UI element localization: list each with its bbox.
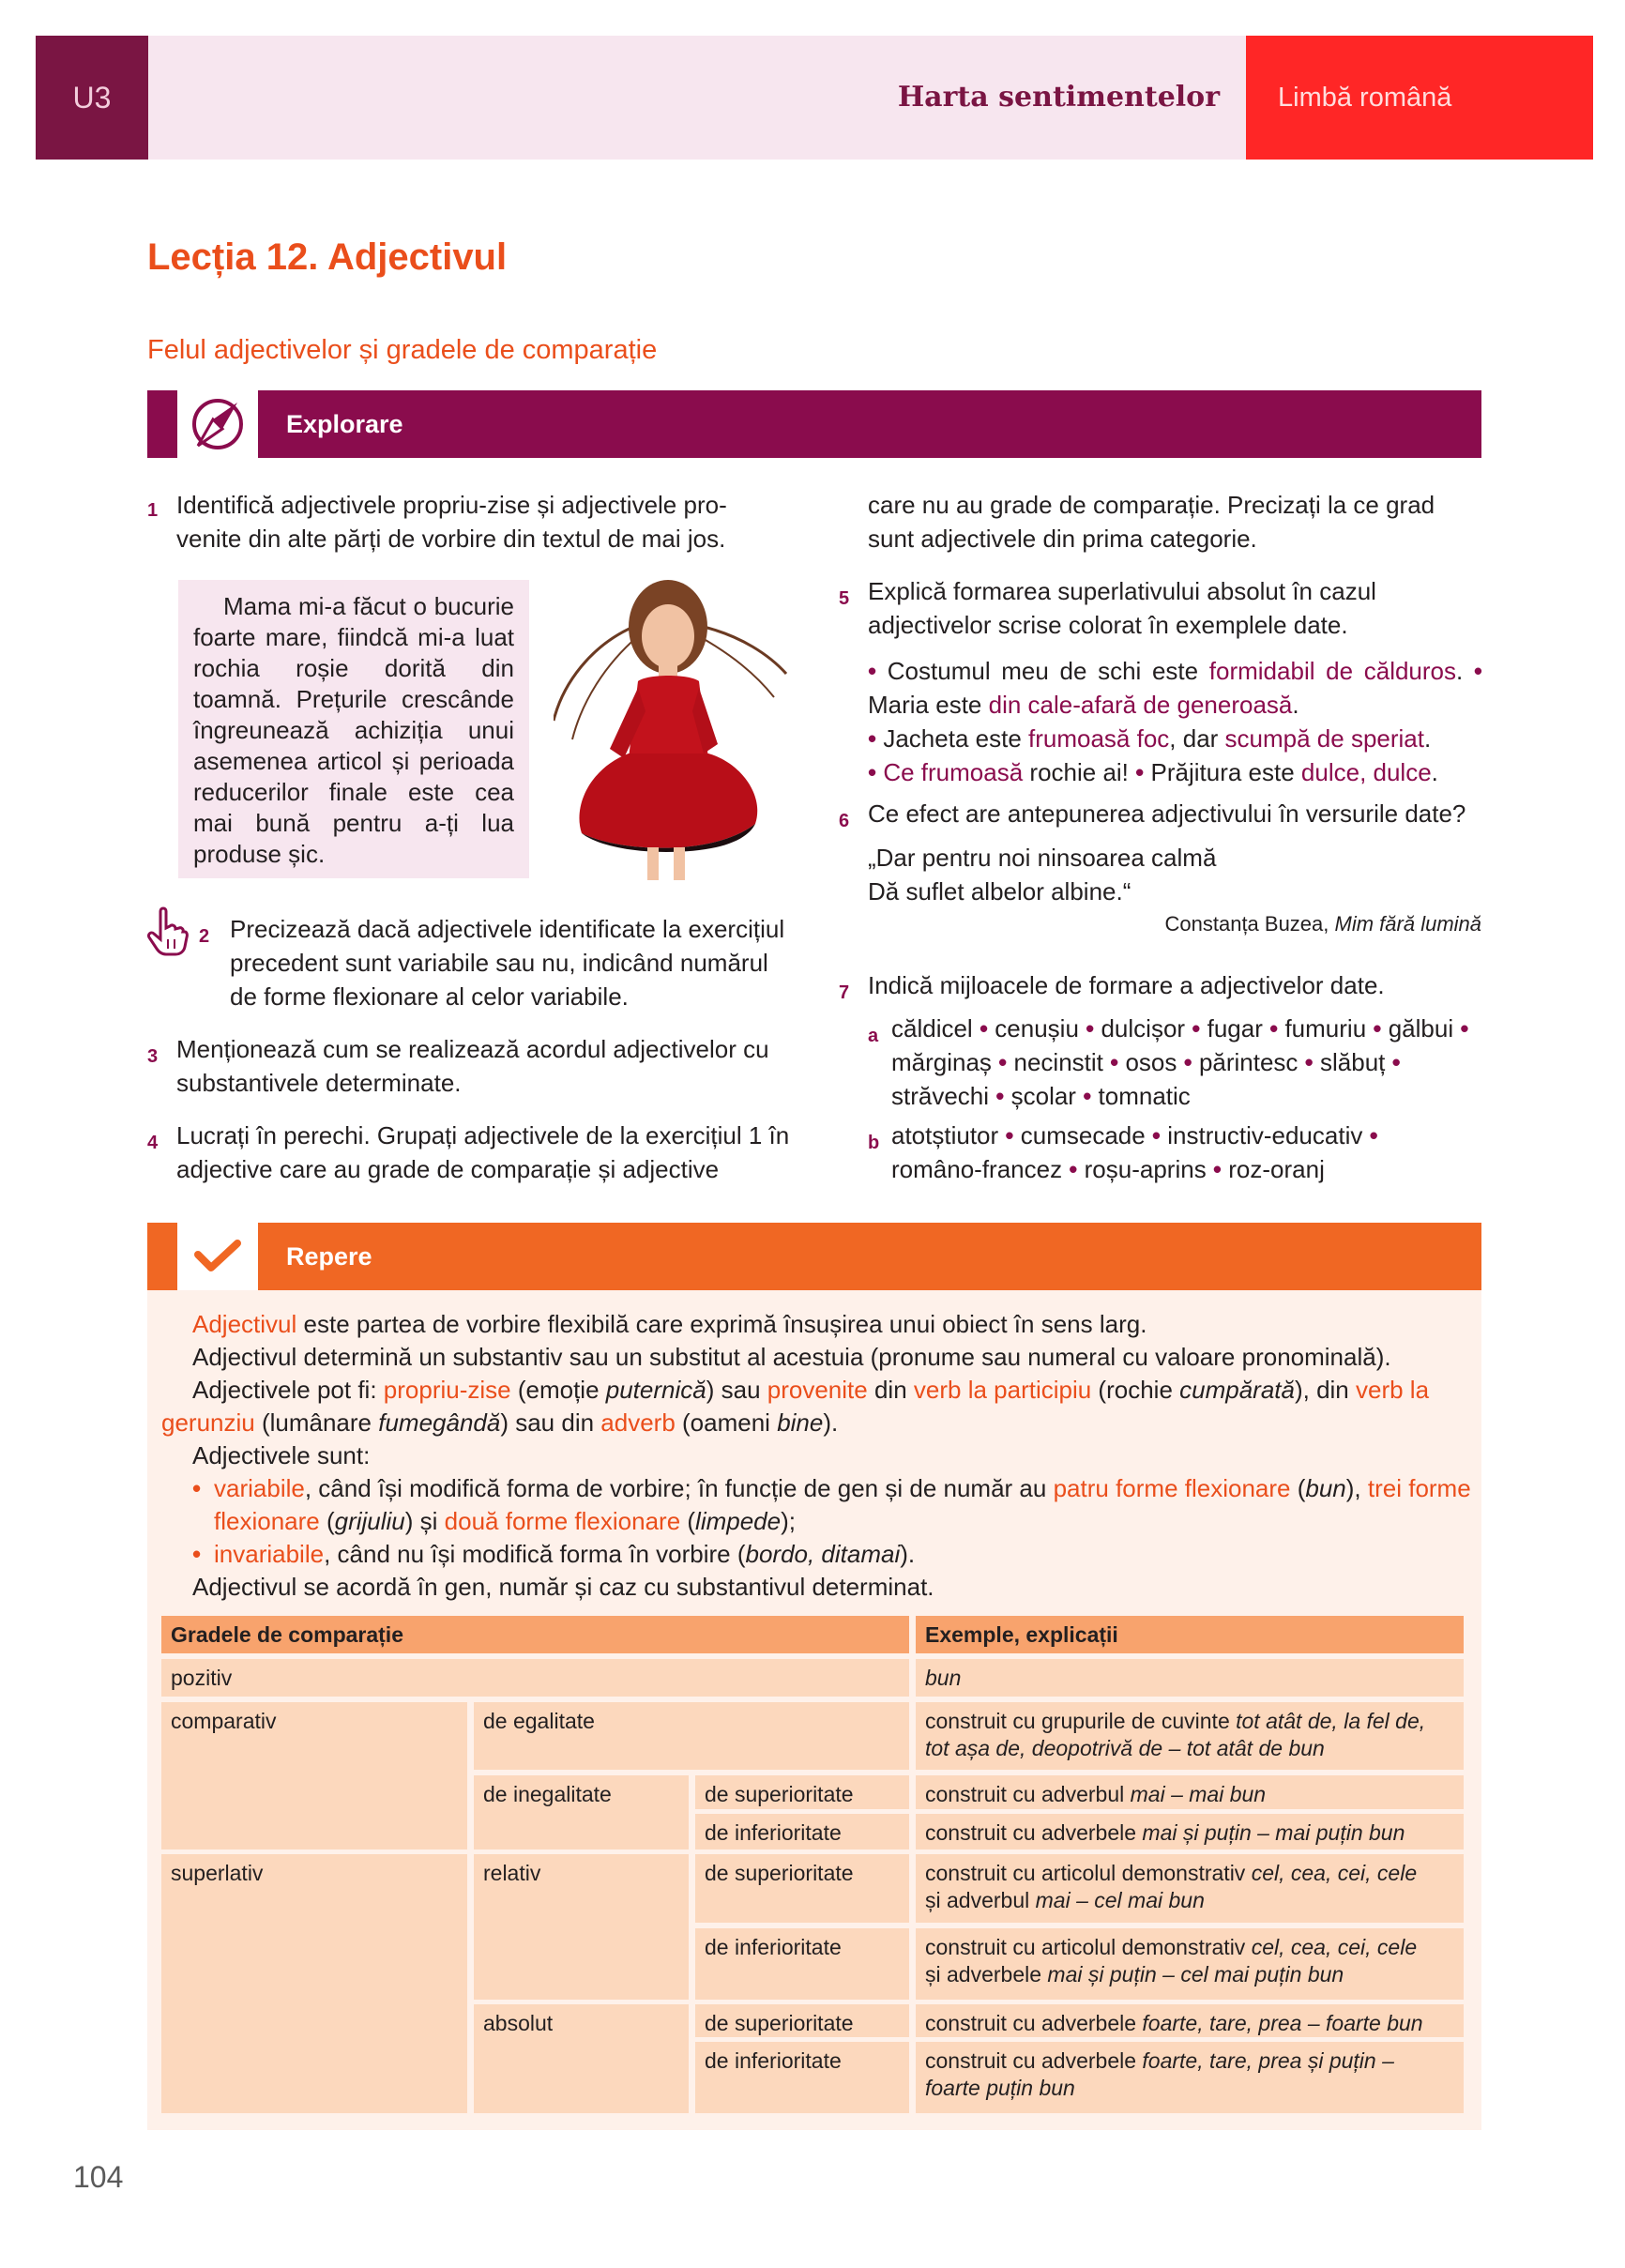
repere-kinds-intro: Adjectivele sunt: bbox=[192, 1441, 371, 1469]
term-trei-forme: trei forme flexionare bbox=[214, 1474, 1471, 1535]
table-cell-rel-inferioritate: de inferioritate bbox=[695, 1928, 909, 2000]
example-text: mai și puțin – cel mai puțin bun bbox=[1047, 1962, 1344, 1986]
bullet-icon: • bbox=[192, 1540, 202, 1568]
example-word: grijuliu bbox=[334, 1507, 405, 1535]
exercise-2-text: Precizează dacă adjectivele identificate la exercițiul precedent sunt variabile sau nu, indicând numărul de forme flexionare al celor variabile. bbox=[230, 915, 785, 1011]
word-item: slăbuț bbox=[1320, 1048, 1386, 1076]
subject-label: Limbă română bbox=[1246, 36, 1593, 160]
verse-line-2: Dă suflet albelor albine.“ bbox=[868, 877, 1131, 906]
repere-label: Repere bbox=[258, 1223, 1481, 1290]
term-doua-forme: două forme flexionare bbox=[444, 1507, 681, 1535]
bullet-icon: • bbox=[1453, 1014, 1469, 1043]
example-word: bordo, ditamai bbox=[745, 1540, 901, 1568]
table-cell-comp-inf-expl bbox=[916, 1814, 1464, 1849]
example-text: cel, cea, cei, cele bbox=[1251, 1861, 1418, 1885]
exercise-4-text-a: Lucrați în perechi. Grupați adjectivele de la exercițiul 1 în adjective care au grade de comparație și adjective bbox=[176, 1121, 790, 1183]
word-item: dulcișor bbox=[1101, 1014, 1186, 1043]
text-span: (oameni bbox=[675, 1408, 778, 1437]
table-cell-pozitiv: pozitiv bbox=[161, 1659, 909, 1697]
table-cell-comp-sup-expl bbox=[916, 1775, 1464, 1809]
term-provenite: provenite bbox=[767, 1376, 868, 1404]
ex5-highlight-5: Ce frumoasă bbox=[883, 758, 1024, 786]
verse-attribution bbox=[1165, 910, 1482, 938]
reading-text-box bbox=[178, 580, 529, 878]
table-cell-egalitate-expl bbox=[916, 1702, 1464, 1770]
term-participiu: verb la participiu bbox=[913, 1376, 1092, 1404]
word-item: atotștiutor bbox=[891, 1121, 999, 1149]
exercise-7-label-a: a bbox=[868, 1026, 879, 1046]
word-item: roz-oranj bbox=[1228, 1155, 1325, 1183]
exercise-2-number: 2 bbox=[199, 926, 210, 947]
text-span: ) și bbox=[404, 1507, 445, 1535]
bullet-icon: • bbox=[1078, 1014, 1101, 1043]
bar-tag bbox=[147, 1223, 177, 1290]
repere-definition bbox=[192, 1308, 1147, 1341]
term-adverb: adverb bbox=[600, 1408, 676, 1437]
explanation-text: construit cu adverbele bbox=[925, 2011, 1143, 2035]
text-span: ); bbox=[781, 1507, 796, 1535]
bar-tag bbox=[147, 390, 177, 458]
table-cell-bun bbox=[916, 1659, 1464, 1697]
example-bun: bun bbox=[925, 1666, 962, 1690]
text-span: ) sau bbox=[706, 1376, 767, 1404]
verse-work: Mim fără lumină bbox=[1334, 912, 1481, 936]
ex5-highlight-3: frumoasă foc bbox=[1028, 724, 1170, 753]
text-span: ). bbox=[900, 1540, 916, 1568]
table-cell-comp-inferioritate: de inferioritate bbox=[695, 1814, 909, 1849]
bullet-icon: • bbox=[1366, 1014, 1389, 1043]
word-item: cumsecade bbox=[1020, 1121, 1146, 1149]
exercise-1-text: Identifică adjectivele propriu-zise și adjectivele pro-venite din alte părți de vorbire din textul de mai jos. bbox=[176, 491, 727, 553]
repere-determination: Adjectivul determină un substantiv sau un substitut al acestuia (pronume sau numeral cu valoare pronominală). bbox=[192, 1343, 1391, 1371]
verse-author: Constanța Buzea, bbox=[1164, 912, 1335, 936]
exercise-7-number: 7 bbox=[839, 982, 850, 1003]
word-item: părintesc bbox=[1198, 1048, 1298, 1076]
bullet-icon: • bbox=[1062, 1155, 1085, 1183]
girl-red-dress-illustration bbox=[554, 571, 788, 885]
ex5-sentence-3: Jacheta este bbox=[883, 724, 1028, 753]
explanation-text: construit cu grupurile de cuvinte bbox=[925, 1709, 1237, 1733]
text-span: (lumânare bbox=[254, 1408, 379, 1437]
text-span: ( bbox=[1290, 1474, 1306, 1502]
table-header-examples: Exemple, explicații bbox=[916, 1616, 1464, 1653]
repere-types bbox=[161, 1374, 1467, 1439]
exercise-1-number: 1 bbox=[147, 500, 159, 521]
example-word: limpede bbox=[695, 1507, 782, 1535]
text-span: (emoție bbox=[510, 1376, 606, 1404]
table-cell-rel-inf-expl bbox=[916, 1928, 1464, 2000]
text-span: ( bbox=[319, 1507, 335, 1535]
example-text: mai – cel mai bun bbox=[1035, 1888, 1205, 1912]
bullet-icon: • bbox=[1145, 1121, 1168, 1149]
table-cell-abs-inf-expl bbox=[916, 2042, 1464, 2113]
text-span: ) sau din bbox=[500, 1408, 601, 1437]
word-item: tomnatic bbox=[1098, 1082, 1191, 1110]
term-propriu-zise: propriu-zise bbox=[383, 1376, 511, 1404]
explanation-text: construit cu adverbul bbox=[925, 1782, 1131, 1806]
text-span: ), bbox=[1345, 1474, 1368, 1502]
bullet-icon: • bbox=[989, 1082, 1011, 1110]
exercise-5-text: Explică formarea superlativului absolut în cazul adjectivelor scrise colorat în exemplele date. bbox=[868, 577, 1376, 639]
exercise-7-list-b bbox=[891, 1119, 1473, 1186]
word-item: fugar bbox=[1207, 1014, 1263, 1043]
ex5-highlight-4: scumpă de speriat bbox=[1224, 724, 1424, 753]
ex5-sentence-4: rochie ai! bbox=[1023, 758, 1129, 786]
bullet-icon: • bbox=[1385, 1048, 1401, 1076]
repere-variabile bbox=[214, 1472, 1471, 1538]
unit-badge: U3 bbox=[36, 36, 148, 160]
example-text: cel, cea, cei, cele bbox=[1251, 1935, 1418, 1959]
text-span: (rochie bbox=[1091, 1376, 1180, 1404]
repere-invariabile bbox=[214, 1538, 1471, 1571]
word-item: străvechi bbox=[891, 1082, 990, 1110]
exercise-6-number: 6 bbox=[839, 811, 850, 831]
word-item: fumuriu bbox=[1284, 1014, 1367, 1043]
lesson-title: Lecția 12. Adjectivul bbox=[147, 236, 508, 278]
table-cell-abs-inferioritate: de inferioritate bbox=[695, 2042, 909, 2113]
repere-agreement: Adjectivul se acordă în gen, număr și caz cu substantivul determinat. bbox=[192, 1573, 934, 1601]
explanation-text: și adverbul bbox=[925, 1888, 1036, 1912]
word-item: cenușiu bbox=[995, 1014, 1079, 1043]
term-invariabile: invariabile bbox=[214, 1540, 325, 1568]
table-cell-comp-superioritate: de superioritate bbox=[695, 1775, 909, 1809]
example-word: fumegândă bbox=[378, 1408, 501, 1437]
word-item: mărginaș bbox=[891, 1048, 992, 1076]
page-number: 104 bbox=[73, 2160, 124, 2194]
verse-line-1: „Dar pentru noi ninsoarea calmă bbox=[868, 844, 1217, 872]
unit-title: Harta sentimentelor bbox=[897, 81, 1220, 114]
table-cell-de-inegalitate: de inegalitate bbox=[474, 1775, 689, 1849]
explanation-text: construit cu adverbele bbox=[925, 2048, 1143, 2073]
ex5-sentence-1: Costumul meu de schi este bbox=[887, 657, 1209, 685]
explorare-section-bar bbox=[147, 390, 1481, 458]
word-item: instructiv-educativ bbox=[1167, 1121, 1363, 1149]
example-text: mai – mai bun bbox=[1130, 1782, 1267, 1806]
explanation-text: și adverbele bbox=[925, 1962, 1048, 1986]
exercise-6-text: Ce efect are antepunerea adjectivului în versurile date? bbox=[868, 799, 1466, 828]
example-word: cumpărată bbox=[1179, 1376, 1295, 1404]
word-item: gălbui bbox=[1388, 1014, 1454, 1043]
example-text: foarte, tare, prea și puțin – foarte puțin bun bbox=[925, 2048, 1394, 2100]
bullet-icon: • bbox=[1075, 1082, 1099, 1110]
ex5-highlight-6: dulce, dulce bbox=[1300, 758, 1432, 786]
pointing-hand-icon bbox=[145, 906, 189, 956]
exercise-3-number: 3 bbox=[147, 1046, 159, 1067]
explanation-text: construit cu articolul demonstrativ bbox=[925, 1861, 1252, 1885]
compass-icon bbox=[177, 390, 258, 458]
explanation-text: construit cu articolul demonstrativ bbox=[925, 1935, 1252, 1959]
table-cell-rel-sup-expl bbox=[916, 1854, 1464, 1923]
text-span: , când nu își modifică forma în vorbire ( bbox=[324, 1540, 746, 1568]
word-item: necinstit bbox=[1013, 1048, 1103, 1076]
bullet-icon: • bbox=[991, 1048, 1014, 1076]
bullet-icon: • bbox=[1262, 1014, 1285, 1043]
text-span: , când își modifică forma de vorbire; în funcție de gen și de număr au bbox=[304, 1474, 1054, 1502]
exercise-5-number: 5 bbox=[839, 588, 850, 609]
table-cell-comparativ: comparativ bbox=[161, 1702, 467, 1849]
term-variabile: variabile bbox=[214, 1474, 305, 1502]
reading-text: Mama mi-a făcut o bucurie foarte mare, fiindcă mi-a luat rochia roșie dorită din toamnă. Prețurile crescânde îngreunează achiziția unui asemenea articol și perioada reducerilor finale este cea mai bună pentru a-ți lua produse șic. bbox=[193, 592, 514, 868]
definition-text: este partea de vorbire flexibilă care exprimă însușirea unui obiect în sens larg. bbox=[296, 1310, 1147, 1338]
ex5-sentence-3b: , dar bbox=[1169, 724, 1225, 753]
text-span: din bbox=[867, 1376, 914, 1404]
table-cell-superlativ: superlativ bbox=[161, 1854, 467, 2113]
exercise-3-text: Menționează cum se realizează acordul adjectivelor cu substantivele determinate. bbox=[176, 1035, 769, 1097]
bullet-icon: • bbox=[972, 1014, 995, 1043]
bullet-icon: • bbox=[1177, 1048, 1199, 1076]
term-gerunziu: verb la gerunziu bbox=[161, 1376, 1430, 1437]
table-cell-absolut: absolut bbox=[474, 2004, 689, 2113]
text-span: ), din bbox=[1294, 1376, 1356, 1404]
term-adjectivul: Adjectivul bbox=[192, 1310, 297, 1338]
table-cell-rel-superioritate: de superioritate bbox=[695, 1854, 909, 1923]
word-item: roșu-aprins bbox=[1084, 1155, 1207, 1183]
exercise-7-list-a bbox=[891, 1012, 1473, 1113]
exercise-4-text-b: care nu au grade de comparație. Precizați la ce grad sunt adjectivele din prima categorie. bbox=[868, 491, 1435, 553]
word-item: osos bbox=[1125, 1048, 1177, 1076]
checkmark-icon bbox=[177, 1223, 258, 1290]
table-cell-relativ: relativ bbox=[474, 1854, 689, 2000]
example-word: bine bbox=[777, 1408, 824, 1437]
ex5-highlight-1: formidabil de călduros bbox=[1208, 657, 1457, 685]
bullet-icon: • bbox=[1298, 1048, 1320, 1076]
exercise-7-text: Indică mijloacele de formare a adjectivelor date. bbox=[868, 971, 1385, 999]
example-text: foarte, tare, prea – foarte bun bbox=[1142, 2011, 1423, 2035]
exercise-5-examples: • Costumul meu de schi este formidabil de călduros. • Maria este din cale-afară de generoasă. • Jacheta este frumoasă foc, dar scumpă de speriat. • Ce frumoasă rochie ai! • Prăjitura este dulce, dulce. bbox=[868, 657, 1483, 786]
exercise-7-label-b: b bbox=[868, 1133, 880, 1153]
ex5-sentence-5: Prăjitura este bbox=[1150, 758, 1301, 786]
word-item: școlar bbox=[1010, 1082, 1076, 1110]
example-text: tot atât de, la fel de, tot așa de, deopotrivă de – tot atât de bun bbox=[925, 1709, 1426, 1760]
bullet-icon: • bbox=[1102, 1048, 1126, 1076]
explorare-label: Explorare bbox=[258, 390, 1481, 458]
repere-section-bar bbox=[147, 1223, 1481, 1290]
example-word: bun bbox=[1305, 1474, 1346, 1502]
word-item: româno-francez bbox=[891, 1155, 1063, 1183]
explanation-text: construit cu adverbele bbox=[925, 1820, 1143, 1845]
term-patru-forme: patru forme flexionare bbox=[1053, 1474, 1291, 1502]
exercise-4-number: 4 bbox=[147, 1133, 159, 1153]
text-span: ( bbox=[680, 1507, 696, 1535]
table-cell-de-egalitate: de egalitate bbox=[474, 1702, 909, 1770]
lesson-subtitle: Felul adjectivelor și gradele de comparație bbox=[147, 335, 658, 365]
ex5-sentence-2: Maria este bbox=[868, 691, 989, 719]
table-header-grades: Gradele de comparație bbox=[161, 1616, 909, 1653]
word-item: căldicel bbox=[891, 1014, 973, 1043]
bullet-icon: • bbox=[1206, 1155, 1229, 1183]
table-cell-abs-superioritate: de superioritate bbox=[695, 2004, 909, 2037]
text-span: Adjectivele pot fi: bbox=[192, 1376, 384, 1404]
example-text: mai și puțin – mai puțin bun bbox=[1142, 1820, 1405, 1845]
text-span: ). bbox=[823, 1408, 839, 1437]
ex5-highlight-2: din cale-afară de generoasă bbox=[988, 691, 1293, 719]
table-cell-abs-sup-expl bbox=[916, 2004, 1464, 2037]
bullet-icon: • bbox=[998, 1121, 1021, 1149]
bullet-icon: • bbox=[1185, 1014, 1207, 1043]
bullet-icon: • bbox=[192, 1474, 202, 1502]
example-word: puternică bbox=[605, 1376, 706, 1404]
bullet-icon: • bbox=[1362, 1121, 1378, 1149]
